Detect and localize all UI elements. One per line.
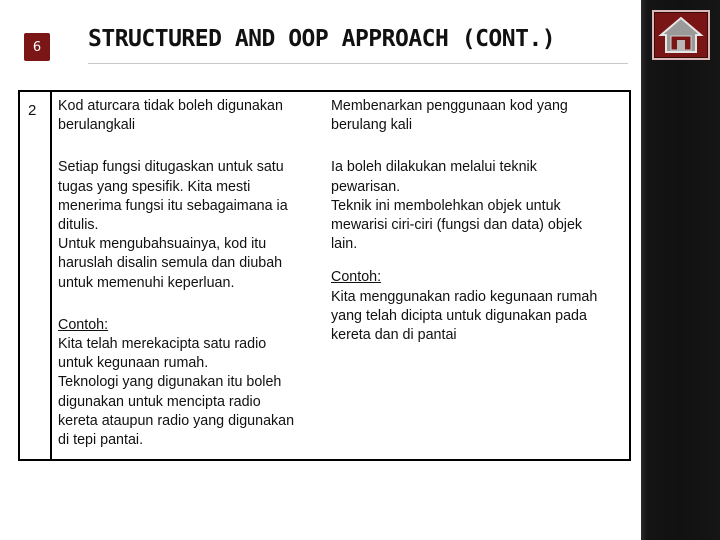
slide-title: STRUCTURED AND OOP APPROACH (CONT.)	[88, 26, 556, 52]
oop-example	[331, 288, 625, 346]
text-line: mewarisi ciri-ciri (fungsi dan data) objek	[331, 217, 583, 234]
structured-example	[58, 335, 323, 450]
text-line: digunakan untuk mencipta radio	[58, 393, 261, 410]
structured-heading: Kod aturcara tidak boleh digunakan berulangkali	[58, 98, 283, 134]
text-line: lain.	[331, 236, 358, 253]
comparison-table	[18, 90, 631, 461]
text-line: untuk kegunaan rumah.	[58, 355, 209, 372]
text-line: ditulis.	[58, 217, 99, 234]
text-line: Kita menggunakan radio kegunaan rumah	[331, 288, 598, 305]
oop-example-label: Contoh:	[331, 269, 382, 286]
structured-cell	[51, 91, 325, 460]
text-line: Teknik ini membolehkan objek untuk	[331, 197, 561, 214]
home-button[interactable]	[652, 10, 710, 60]
text-line: Untuk mengubahsuainya, kod itu	[58, 236, 267, 253]
text-line: Kita telah merekacipta satu radio	[58, 336, 267, 353]
text-line: pewarisan.	[331, 178, 401, 195]
text-line: untuk memenuhi keperluan.	[58, 274, 235, 291]
text-line: yang telah dicipta untuk digunakan pada	[331, 307, 587, 324]
oop-description	[331, 158, 625, 254]
text-line: tugas yang spesifik. Kita mesti	[58, 178, 251, 195]
oop-cell	[325, 91, 630, 460]
text-line: di tepi pantai.	[58, 432, 144, 449]
structured-example-label: Contoh:	[58, 316, 109, 333]
text-line: haruslah disalin semula dan diubah	[58, 255, 283, 272]
right-sidebar	[641, 0, 720, 540]
slide-number-badge: 6	[24, 33, 50, 61]
oop-heading: Membenarkan penggunaan kod yang berulang kali	[331, 98, 568, 134]
text-line: kereta ataupun radio yang digunakan	[58, 412, 295, 429]
text-line: Teknologi yang digunakan itu boleh	[58, 374, 282, 391]
structured-description	[58, 158, 323, 292]
title-divider	[88, 63, 628, 64]
row-number: 2	[28, 102, 37, 119]
text-line: menerima fungsi itu sebagaimana ia	[58, 197, 288, 214]
row-number-cell	[19, 91, 51, 460]
text-line: kereta dan di pantai	[331, 327, 457, 344]
home-icon	[658, 15, 704, 55]
text-line: Setiap fungsi ditugaskan untuk satu	[58, 159, 284, 176]
text-line: Ia boleh dilakukan melalui teknik	[331, 159, 537, 176]
